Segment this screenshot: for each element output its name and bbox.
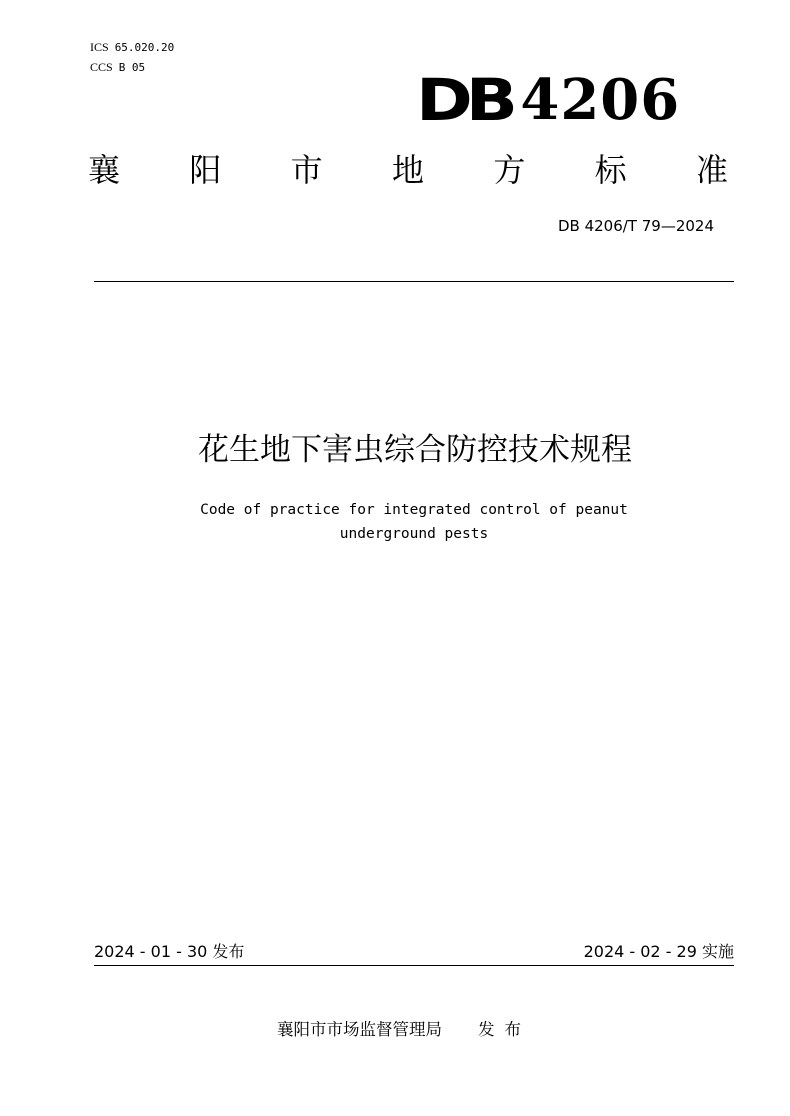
ics-value: 65.020.20 [114,41,175,54]
english-title-line: Code of practice for integrated control of peanut [200,502,628,518]
release-date: 2024 - 01 - 30 发布 [94,942,245,961]
ics-label: ICS [90,40,109,54]
document-title-chinese: 花生地下害虫综合防控技术规程 [198,432,632,468]
ccs-value: B 05 [118,61,146,74]
ics-line [90,40,174,55]
issuer-name: 襄阳市市场监督管理局 [277,1020,442,1039]
local-standard-char: 方 [493,151,526,189]
ccs-label: CCS [90,60,113,74]
standard-code: DB 4206/T 79—2024 [557,217,714,235]
local-standard-char: 准 [695,151,728,189]
local-standard-char: 阳 [189,151,222,189]
local-standard-char: 地 [391,151,424,189]
implement-date: 2024 - 02 - 29 实施 [583,942,734,961]
db-logo [416,66,681,134]
db-number: 4206 [520,67,681,133]
local-standard-char: 市 [290,151,323,189]
ccs-line [90,60,145,75]
bottom-divider [94,965,734,966]
document-title-english [0,498,790,546]
publish-label: 发布 [478,1020,531,1039]
local-standard-char: 标 [594,151,627,189]
top-divider [94,281,734,282]
local-standard-char: 襄 [88,151,121,189]
db-letters: DB [416,66,511,134]
local-standard-heading [88,150,728,190]
english-title-line: underground pests [339,526,489,542]
issuer-line [0,1019,790,1041]
